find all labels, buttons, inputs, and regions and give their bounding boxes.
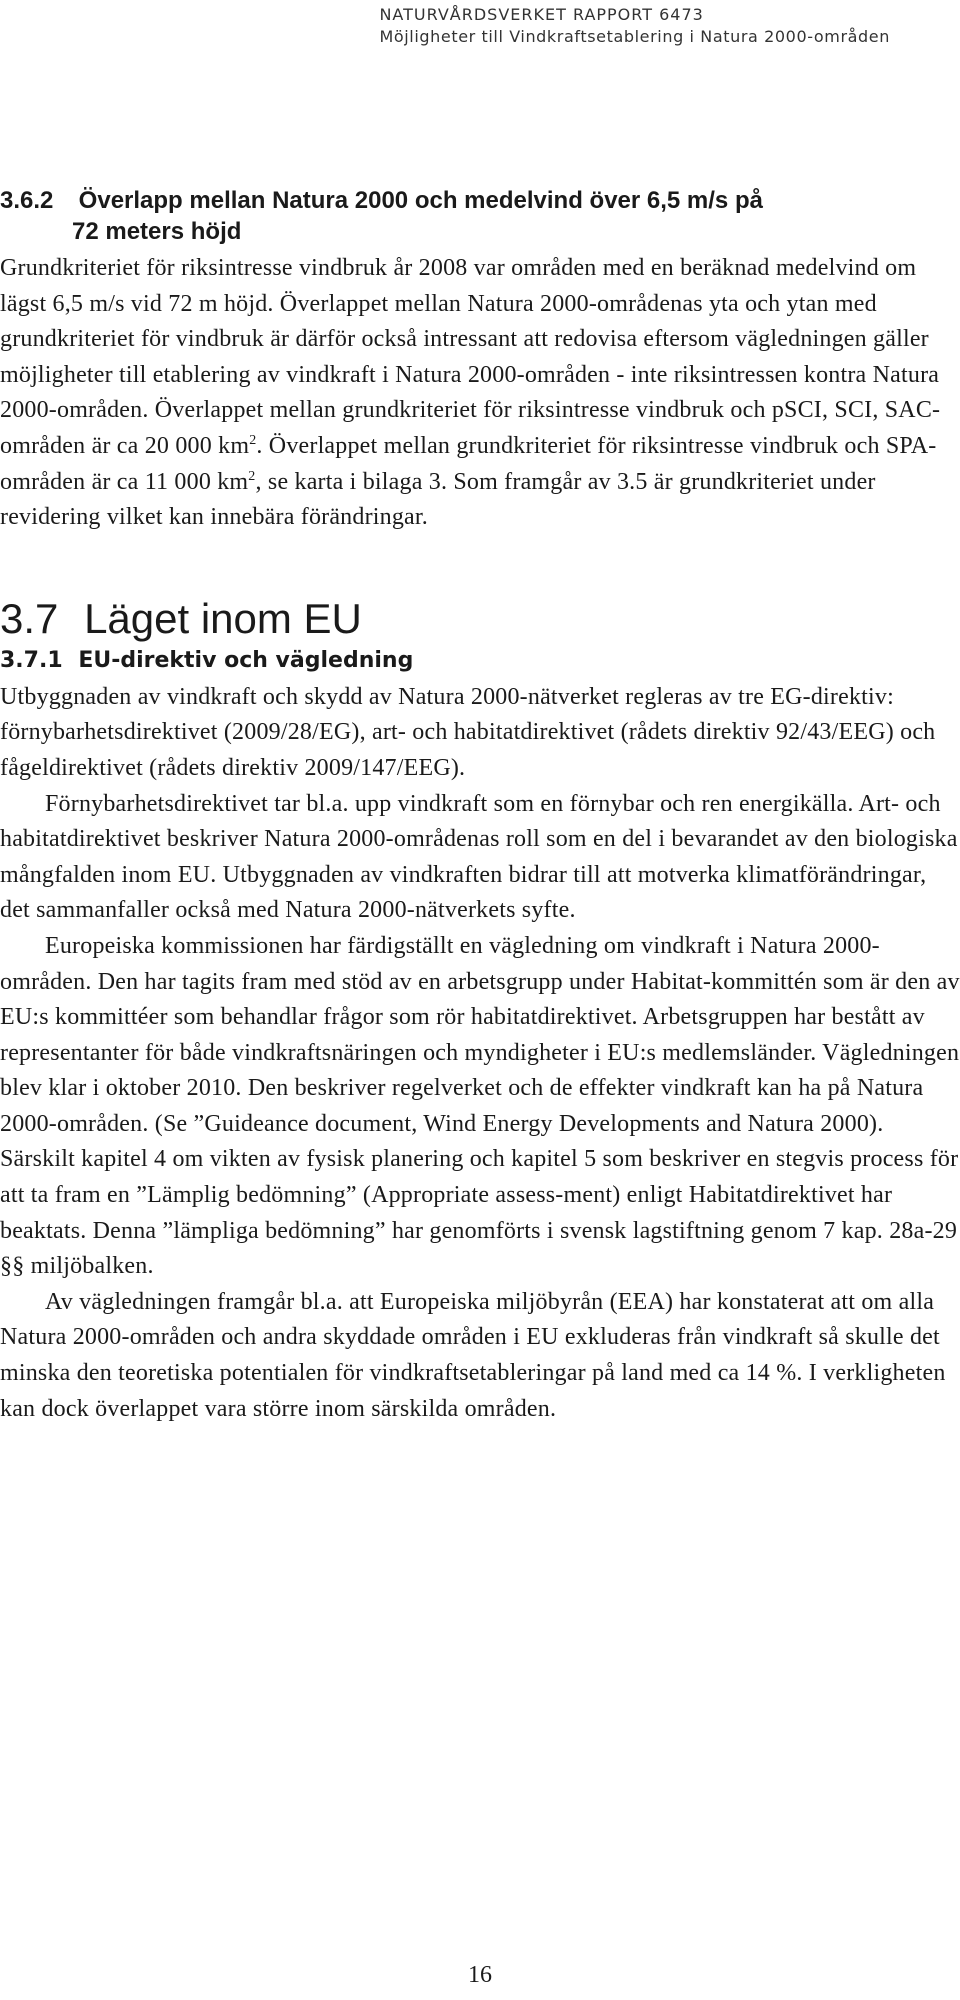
section-title-line1: Överlapp mellan Natura 2000 och medelvind över 6,5 m/s på (78, 187, 763, 214)
report-title: NATURVÅRDSVERKET RAPPORT 6473 (379, 5, 704, 24)
page-content (0, 185, 960, 1427)
superscript: 2 (249, 432, 257, 448)
section-number: 3.7.1 (0, 647, 63, 673)
paragraph-text: . Överlappet mellan grundkriteriet för riksintresse vindbruk och SPA- områden är ca 11 000 km (0, 432, 937, 495)
page-number: 16 (468, 1962, 492, 1988)
paragraph: Utbyggnaden av vindkraft och skydd av Natura 2000-nätverket regleras av tre EG-direktiv: förnybarhetsdirektivet (2009/28/EG), art- och habitatdirektivet (rådets direktiv 92/43/EEG) och fågeldirektivet (rådets direktiv 2009/147/EEG). (0, 683, 936, 781)
section-number: 3.6.2 (0, 187, 54, 214)
running-header (379, 4, 890, 48)
section-title-line2: 72 meters höjd (72, 218, 242, 245)
section-number: 3.7 (0, 594, 59, 642)
superscript: 2 (248, 468, 256, 484)
section-3-7-heading (0, 594, 960, 644)
paragraph: Förnybarhetsdirektivet tar bl.a. upp vindkraft som en förnybar och ren energikälla. Art- och habitatdirektivet beskriver Natura 2000-områdenas roll som en del i bevarandet av den biologiska mångfalden inom EU. Utbyggnaden av vindkraften bidrar till att motverka klimatförändringar, det sammanfaller också med Natura 2000-nätverkets syfte. (0, 790, 958, 924)
section-3-6-2-heading (0, 185, 960, 247)
section-3-7-1-heading (0, 646, 960, 676)
paragraph: Av vägledningen framgår bl.a. att Europeiska miljöbyrån (EEA) har konstaterat att om alla Natura 2000-områden och andra skyddade områden i EU exkluderas från vindkraft så skulle det minska den teoretiska potentialen för vindkraftsetableringar på land med ca 14 %. I verkligheten kan dock överlappet vara större inom särskilda områden. (0, 1288, 946, 1422)
paragraph (0, 251, 960, 536)
paragraph-text: , se karta i bilaga 3. Som framgår av 3.5 är grundkriteriet under revidering vilket kan innebära förändringar. (0, 468, 876, 531)
paragraph-text: Grundkriteriet för riksintresse vindbruk år 2008 var områden med en beräknad medelvind om lägst 6,5 m/s vid 72 m höjd. Överlappet mellan Natura 2000-områdenas yta och ytan med grundkriteriet för vindbruk är därför också intressant att redovisa eftersom vägledningen gäller möjligheter till etablering av vindkraft i Natura 2000-områden - inte riksintressen kontra Natura 2000-områden. Överlappet mellan grundkriteriet för riksintresse vindbruk och pSCI, SCI, SAC-områden är ca 20 000 km (0, 255, 941, 459)
report-subtitle: Möjligheter till Vindkraftsetablering i Natura 2000-områden (379, 27, 890, 46)
section-title: Läget inom EU (84, 594, 362, 642)
section-title: EU-direktiv och vägledning (78, 647, 414, 673)
paragraph: Europeiska kommissionen har färdigställt en vägledning om vindkraft i Natura 2000-områden. Den har tagits fram med stöd av en arbetsgrupp under Habitat-kommittén som är den av EU:s kommittéer som behandlar frågor som rör habitatdirektivet. Arbetsgruppen har bestått av representanter för både vindkraftsnäringen och myndigheter i EU:s medlemsländer. Vägledningen blev klar i oktober 2010. Den beskriver regelverket och de effekter vindkraft kan ha på Natura 2000-områden. (Se ”Guideance document, Wind Energy Developments and Natura 2000). Särskilt kapitel 4 om vikten av fysisk planering och kapitel 5 som beskriver en stegvis process för att ta fram en ”Lämplig bedömning” (Appropriate assess-ment) enligt Habitatdirektivet har beaktats. Denna ”lämpliga bedömning” har genomförts i svensk lagstiftning genom 7 kap. 28a-29 §§ miljöbalken. (0, 932, 960, 1280)
